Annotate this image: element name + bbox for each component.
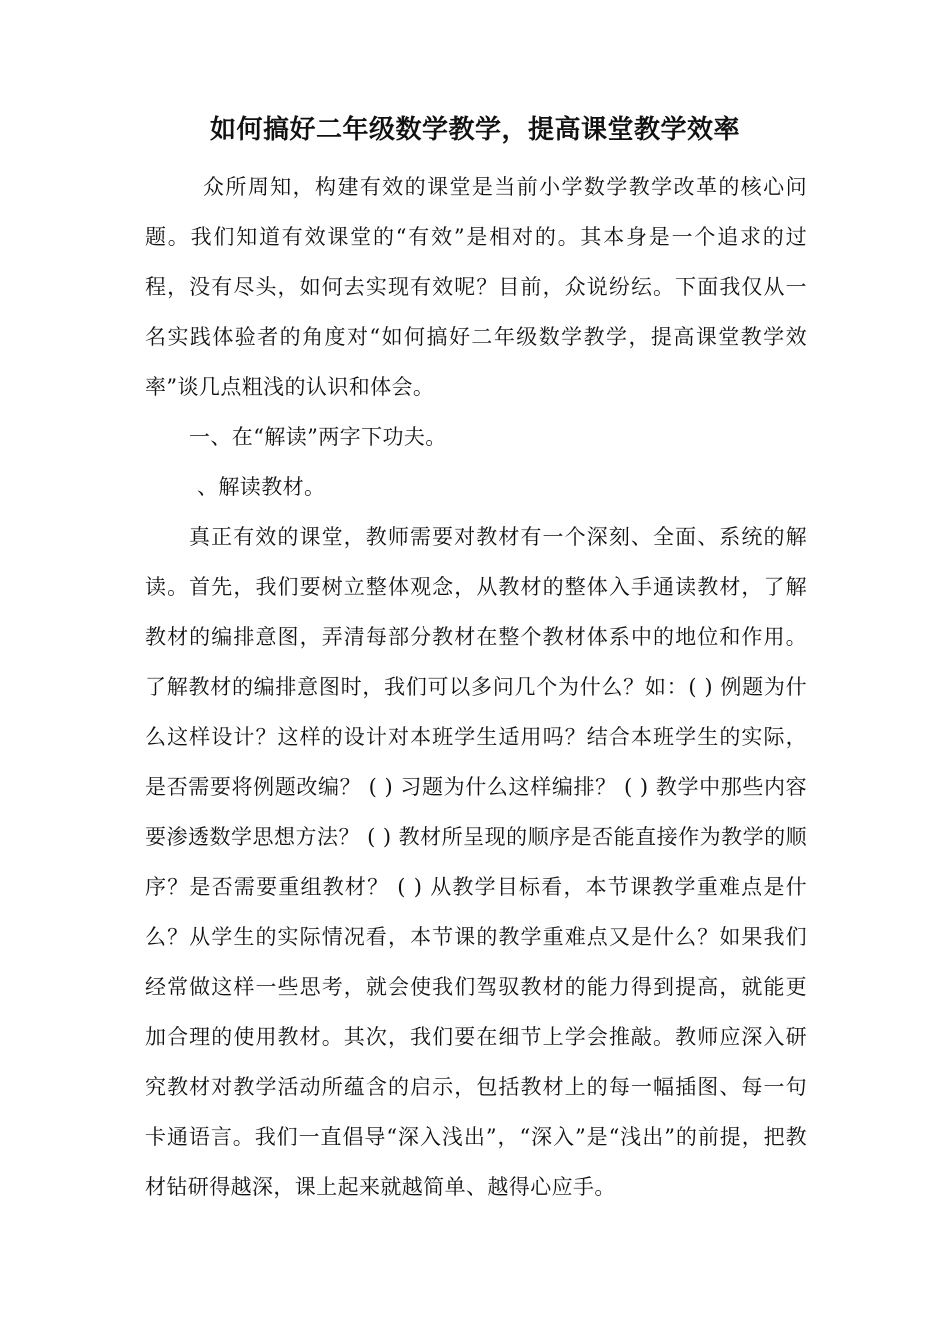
section-heading: 一、在“解读”两字下功夫。	[189, 425, 447, 449]
subsection-heading: 、解读教材。	[197, 475, 326, 499]
body-paragraph: 真正有效的课堂，教师需要对教材有一个深刻、全面、系统的解读。首先，我们要树立整体观念，从教材的整体入手通读教材，了解教材的编排意图，弄清每部分教材在整个教材体系中的地位和作用。了解教材的编排意图时，我们可以多问几个为什么？如：( ) 例题为什么这样设计？这样的设计对本班学生适用吗？结合本班学生的实际，是否需要将例题改编？ ( ) 习题为什么这样编排？ ( ) 教学中那些内容要渗透数学思想方法？ ( ) 教材所呈现的顺序是否能直接作为教学的顺序？是否需要重组教材？ ( ) 从教学目标看，本节课教学重难点是什么？从学生的实际情况看，本节课的教学重难点又是什么？如果我们经常做这样一些思考，就会使我们驾驭教材的能力得到提高，就能更加合理的使用教材。其次，我们要在细节上学会推敲。教师应深入研究教材对教学活动所蕴含的启示，包括教材上的每一幅插图、每一句卡通语言。我们一直倡导“深入浅出”，“深入”是“浅出”的前提，把教材钻研得越深，课上起来就越简单、越得心应手。	[145, 525, 807, 1199]
document-body	[145, 162, 807, 1212]
intro-paragraph: 众所周知，构建有效的课堂是当前小学数学教学改革的核心问题。我们知道有效课堂的“有效”是相对的。其本身是一个追求的过程，没有尽头，如何去实现有效呢？目前，众说纷纭。下面我仅从一名实践体验者的角度对“如何搞好二年级数学教学，提高课堂教学效率”谈几点粗浅的认识和体会。	[145, 175, 807, 399]
page-title: 如何搞好二年级数学教学，提高课堂教学效率	[209, 115, 740, 145]
